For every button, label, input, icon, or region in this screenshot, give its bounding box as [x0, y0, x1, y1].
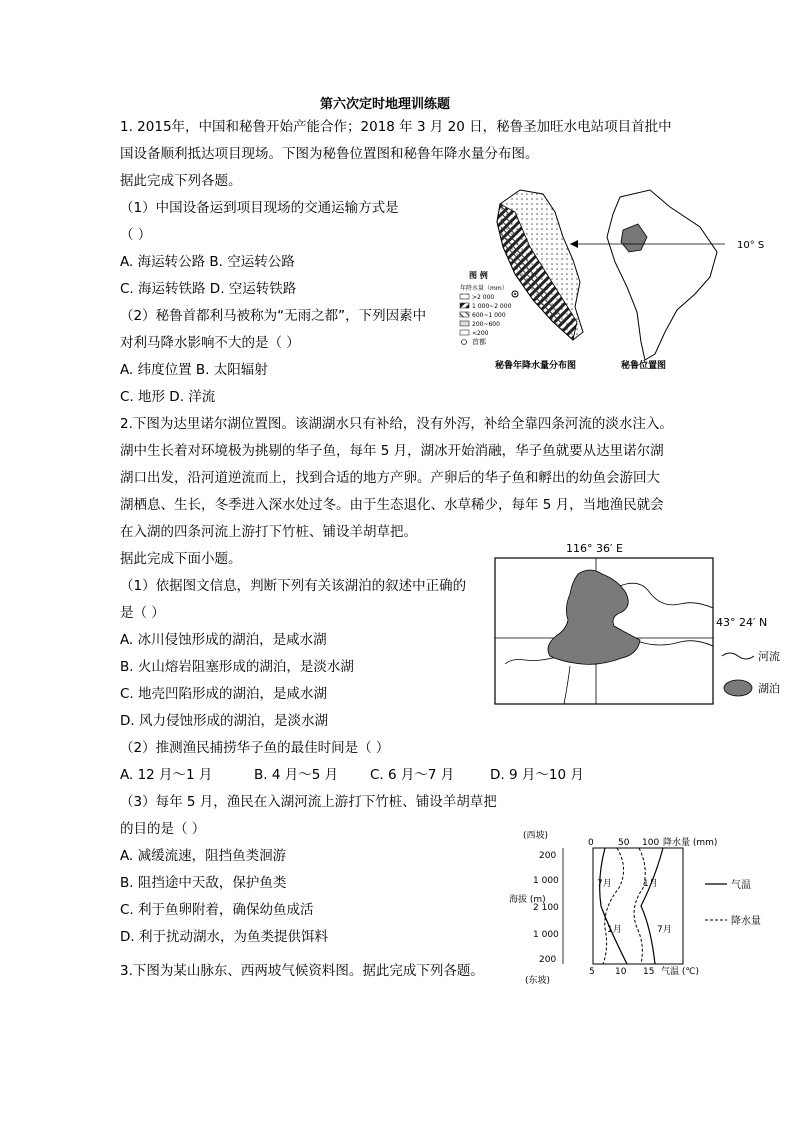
- q1-sub2-question: （2）秘鲁首都利马被称为“无雨之都”，下列因素中: [120, 308, 427, 324]
- bottom-axis-label: 气温 (℃): [661, 967, 699, 977]
- legend-item-3: 600~1 000: [472, 312, 506, 319]
- legend-item-1: >2 000: [472, 294, 495, 301]
- map2-legend-river: 河流: [758, 650, 780, 663]
- q2-stem-line3: 湖口出发，沿河道逆流而上，找到合适的地方产卵。产卵后的华子鱼和孵出的幼鱼会游回大: [120, 470, 660, 486]
- legend-item-4: 200~600: [472, 321, 500, 328]
- q1-sub1-options-cd: C. 海运转铁路 D. 空运转铁路: [120, 281, 297, 297]
- q1-sub2-question-cont: 对利马降水影响不大的是（ ）: [120, 335, 300, 351]
- month-label: 7月: [657, 925, 672, 935]
- q2-sub2-option-c: C. 6 月～7 月: [370, 767, 455, 783]
- q2-sub1-option-c: C. 地壳凹陷形成的湖泊，是咸水湖: [120, 686, 328, 702]
- q1-stem-line2: 国设备顺利抵达项目现场。下图为秘鲁位置图和秘鲁年降水量分布图。: [120, 146, 539, 162]
- q2-stem-line1: 2.下图为达里诺尔湖位置图。该湖湖水只有补给，没有外泻，补给全靠四条河流的淡水注入。: [120, 416, 673, 432]
- map1-caption-right: 秘鲁位置图: [621, 361, 667, 371]
- y-tick-label: 1 000: [533, 930, 559, 940]
- bottom-tick-label: 10: [615, 967, 627, 977]
- chart-top-label: (西坡): [523, 831, 549, 841]
- map2-lat-label: 43° 24′ N: [716, 616, 768, 629]
- precip-line-jan: [634, 848, 645, 964]
- legend-item-5: <200: [472, 330, 489, 337]
- chart-bottom-label: (东坡): [525, 976, 551, 986]
- top-axis-label: 降水量 (mm): [663, 838, 718, 848]
- q1-sub2-options-cd: C. 地形 D. 洋流: [120, 389, 216, 405]
- q2-stem-line5: 在入湖的四条河流上游打下竹桩、铺设羊胡草把。: [120, 524, 417, 540]
- chart-ylabel: 海拔 (m): [509, 895, 546, 905]
- legend-item-2: 1 000~2 000: [472, 303, 512, 310]
- q3-stem: 3.下图为某山脉东、西两坡气候资料图。据此完成下列各题。: [120, 963, 484, 979]
- map2-legend-lake: 湖泊: [758, 682, 780, 695]
- q1-instruction: 据此完成下列各题。: [120, 173, 242, 189]
- q2-sub1-question: （1）依据图文信息，判断下列有关该湖泊的叙述中正确的: [120, 578, 467, 594]
- q2-stem-line4: 湖栖息、生长，冬季进入深水处过冬。由于生态退化、水草稀少，每年 5 月，当地渔民就会: [120, 497, 664, 513]
- climate-chart: [505, 828, 777, 988]
- month-label: 1月: [643, 879, 658, 889]
- q2-sub3-question-cont: 的目的是（ ）: [120, 821, 206, 837]
- map1-lat-label: 10° S: [737, 240, 765, 251]
- q2-instruction: 据此完成下面小题。: [120, 551, 242, 567]
- q2-sub1-option-a: A. 冰川侵蚀形成的湖泊，是咸水湖: [120, 632, 327, 648]
- q2-sub1-question-cont: 是（ ）: [120, 605, 165, 621]
- q2-sub2-option-d: D. 9 月～10 月: [490, 767, 584, 783]
- bottom-tick-label: 5: [589, 967, 595, 977]
- temp-line-jan: [641, 848, 663, 964]
- q2-sub1-option-d: D. 风力侵蚀形成的湖泊，是淡水湖: [120, 713, 328, 729]
- map1-legend-title: 图 例: [469, 271, 488, 280]
- q1-stem-line1: 1. 2015年，中国和秘鲁开始产能合作；2018 年 3 月 20 日，秘鲁圣加旺水电站项目首批中: [120, 119, 672, 135]
- legend-lake-symbol: [724, 680, 752, 696]
- q1-sub1-options-ab: A. 海运转公路 B. 空运转公路: [120, 254, 295, 270]
- q1-sub1-question: （1）中国设备运到项目现场的交通运输方式是: [120, 200, 399, 216]
- peru-map-figure: [455, 182, 765, 382]
- q2-sub2-question: （2）推测渔民捕捞华子鱼的最佳时间是（ ）: [120, 740, 390, 756]
- legend-item-6: 首都: [472, 338, 486, 346]
- month-label: 7月: [597, 879, 612, 889]
- q1-sub1-answer-blank: （ ）: [120, 227, 152, 243]
- legend-precip-label: 降水量: [731, 916, 761, 927]
- bottom-tick-label: 15: [643, 967, 655, 977]
- q2-sub2-option-b: B. 4 月～5 月: [254, 767, 339, 783]
- y-tick-label: 200: [539, 955, 557, 965]
- legend-river-symbol: [722, 653, 754, 659]
- top-tick-label: 50: [618, 838, 630, 848]
- q1-sub2-options-ab: A. 纬度位置 B. 太阳辐射: [120, 362, 268, 378]
- q2-sub3-option-a: A. 减缓流速，阻挡鱼类洄游: [120, 848, 287, 864]
- map1-legend-subtitle: 年降水量（mm）: [460, 285, 508, 292]
- page-title: 第六次定时地理训练题: [320, 97, 451, 112]
- lake-map-figure: [490, 538, 790, 708]
- q2-sub3-question: （3）每年 5 月，渔民在入湖河流上游打下竹桩、铺设羊胡草把: [120, 794, 497, 810]
- map2-lon-label: 116° 36′ E: [566, 542, 623, 555]
- q2-stem-line2: 湖中生长着对环境极为挑剔的华子鱼，每年 5 月，湖冰开始消融，华子鱼就要从达里诺尔湖: [120, 443, 664, 459]
- month-label: 1月: [607, 925, 622, 935]
- q2-sub3-option-c: C. 利于鱼卵附着，确保幼鱼成活: [120, 902, 314, 918]
- q2-sub3-option-b: B. 阻挡途中天敌，保护鱼类: [120, 875, 287, 891]
- precip-line-july: [603, 848, 624, 964]
- q2-sub1-option-b: B. 火山熔岩阻塞形成的湖泊，是淡水湖: [120, 659, 354, 675]
- y-tick-label: 2 100: [533, 903, 559, 913]
- map1-caption-left: 秘鲁年降水量分布图: [495, 361, 577, 371]
- top-tick-label: 0: [588, 838, 594, 848]
- top-tick-label: 100: [642, 838, 660, 848]
- q2-sub3-option-d: D. 利于扰动湖水，为鱼类提供饵料: [120, 929, 328, 945]
- y-tick-label: 200: [539, 851, 557, 861]
- y-tick-label: 1 000: [533, 876, 559, 886]
- q2-sub2-option-a: A. 12 月～1 月: [120, 767, 213, 783]
- temp-line-july: [600, 848, 627, 964]
- legend-temp-label: 气温: [731, 880, 751, 891]
- south-america-outline: [607, 190, 717, 360]
